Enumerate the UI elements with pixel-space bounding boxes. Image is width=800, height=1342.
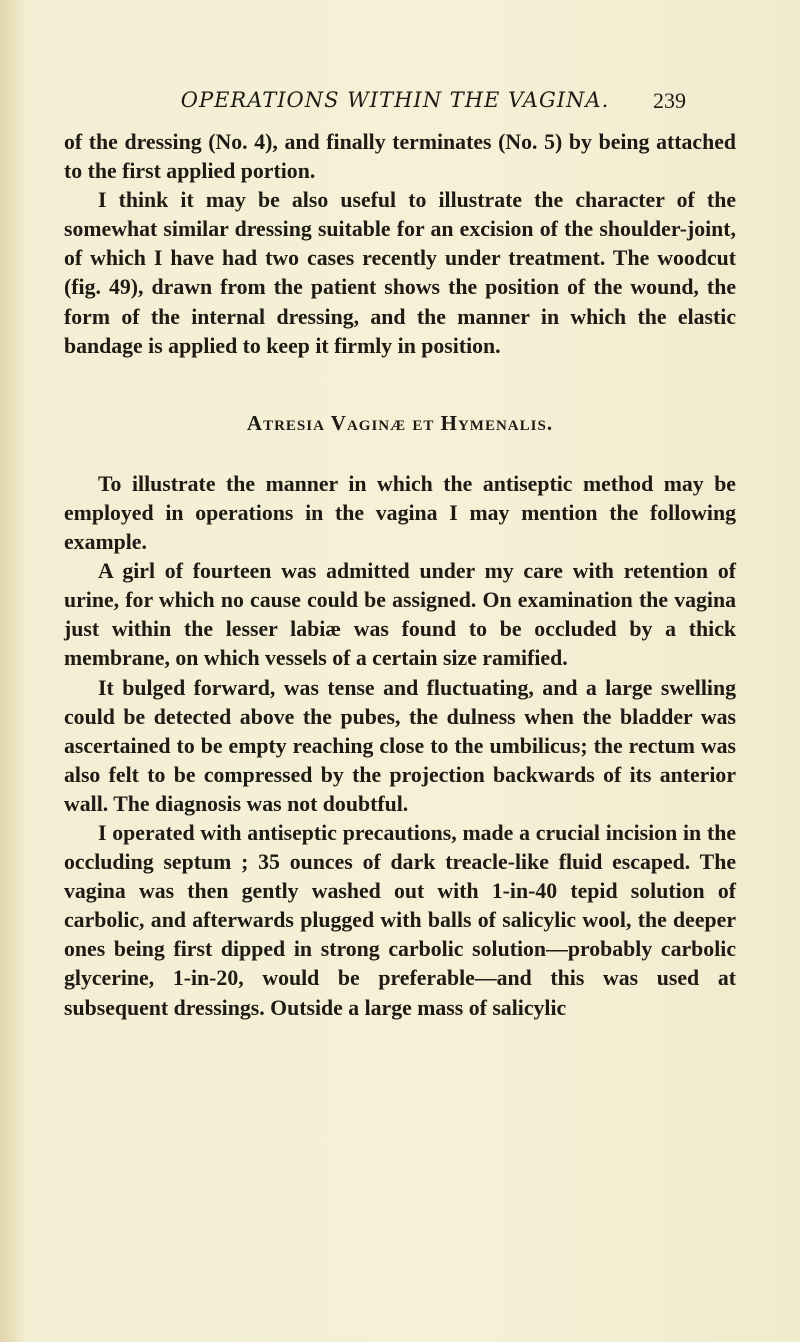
paragraph-shoulder-joint: I think it may be also useful to illustrate the character of the somewhat similar dressing suitable for an excision of the shoulder-joint, of which I have had two cases recently under treatment. The woodcut (fig. 49), drawn from the patient shows the position of the wound, the form of the internal dressing, and the manner in which the elastic bandage is applied to keep it firmly in position.: [64, 188, 736, 358]
page-number: 239: [653, 88, 686, 113]
paragraph-continuation: of the dressing (No. 4), and finally terminates (No. 5) by being attached to the first applied portion.: [64, 130, 736, 184]
paragraph-intro: To illustrate the manner in which the antiseptic method may be employed in operations in the vagina I may mention the following example.: [64, 471, 736, 555]
gutter-shadow: [0, 0, 26, 1342]
paragraph-operation: I operated with antiseptic precautions, made a crucial incision in the occluding septum ; 35 ounces of dark treacle-like fluid escaped. The vagina was then gently washed out with 1-in-40 tepid solution of carbolic, and afterwards plugged with balls of salicylic wool, the deeper ones being first dipped in strong carbolic solution—probably carbolic glycerine, 1-in-20, would be preferable—and this was used at subsequent dressings. Outside a large mass of salicylic: [64, 820, 736, 1020]
section-heading: Atresia Vaginæ et Hymenalis.: [246, 410, 554, 435]
paragraph-findings: It bulged forward, was tense and fluctuating, and a large swelling could be detected above the pubes, the dulness when the bladder was ascertained to be empty reaching close to the umbilicus; the rectum was also felt to be compressed by the projection backwards of its anterior wall. The diagnosis was not doubtful.: [64, 675, 736, 816]
body-text: [64, 128, 736, 1023]
paragraph-case: A girl of fourteen was admitted under my care with retention of urine, for which no cause could be assigned. On examination the vagina just within the lesser labiæ was found to be occluded by a thick membrane, on which vessels of a certain size ramified.: [64, 559, 736, 671]
running-header: OPERATIONS WITHIN THE VAGINA.: [180, 88, 610, 112]
